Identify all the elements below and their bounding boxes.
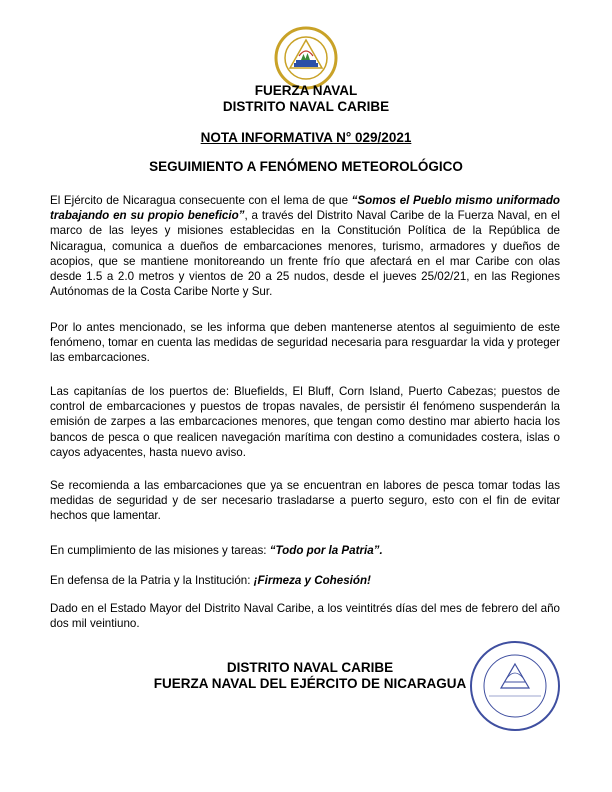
note-title: NOTA INFORMATIVA N° 029/2021 [200,130,412,145]
paragraph-1-rest: , a través del Distrito Naval Caribe de la Fuerza Naval, en el marco de las leyes y misiones establecidas en la Constitución Política de la República de Nicaragua, comunica a dueños de embarcaciones menores, turismo, armadores y dueños de acopios, que se mantiene monitoreando un frente frío que afectará en el mar Caribe con olas desde 1.5 a 2.0 metros y vientos de 20 a 25 nudos, desde el jueves 25/02/21, en las Regiones Autónomas de la Costa Caribe Norte y Sur. [50,209,560,299]
signature-line-1: DISTRITO NAVAL CARIBE [226,660,394,675]
paragraph-1-motto: “Somos el Pueblo mismo uniformado trabajando en su propio beneficio” [50,194,560,223]
header-line-2: DISTRITO NAVAL CARIBE [222,99,390,114]
paragraph-6-text: En defensa de la Patria y la Institución: [50,574,254,587]
signature-line-2: FUERZA NAVAL DEL EJÉRCITO DE NICARAGUA [153,676,467,691]
paragraph-6 [50,573,560,588]
header-line-1: FUERZA NAVAL [254,83,358,98]
paragraph-7: Dado en el Estado Mayor del Distrito Naval Caribe, a los veintitrés días del mes de febrero del año dos mil veintiuno. [50,602,560,631]
paragraph-4: Se recomienda a las embarcaciones que ya se encuentran en labores de pesca tomar todas las medidas de seguridad y de ser necesario trasladarse a puerto seguro, esto con el fin de evitar hechos que lamentar. [50,479,560,523]
nicaragua-coat-of-arms-icon [274,26,338,90]
paragraph-5-motto: “Todo por la Patria”. [269,544,383,557]
paragraph-3: Las capitanías de los puertos de: Bluefields, El Bluff, Corn Island, Puerto Cabezas; puestos de control de embarcaciones y puestos de tropas navales, de persistir él fenómeno suspenderán la emisión de zarpes a las embarcaciones menores, que tengan como destino mar abierto hacia los bancos de pesca o que realicen navegación marítima con destino a comunidades costera, islas o cayos adyacentes, hasta nuevo aviso. [50,385,560,459]
paragraph-5 [50,543,560,558]
paragraph-2: Por lo antes mencionado, se les informa que deben mantenerse atentos al seguimiento de este fenómeno, tomar en cuenta las medidas de seguridad necesaria para resguardar la vida y proteger las embarcaciones. [50,321,560,365]
paragraph-1 [50,193,560,299]
subject-title: SEGUIMIENTO A FENÓMENO METEOROLÓGICO [149,159,463,174]
paragraph-5-text: En cumplimiento de las misiones y tareas: [50,544,270,557]
official-stamp-icon [469,640,561,732]
paragraph-1-intro: El Ejército de Nicaragua consecuente con el lema de que [50,194,352,207]
paragraph-6-motto: ¡Firmeza y Cohesión! [253,574,371,587]
